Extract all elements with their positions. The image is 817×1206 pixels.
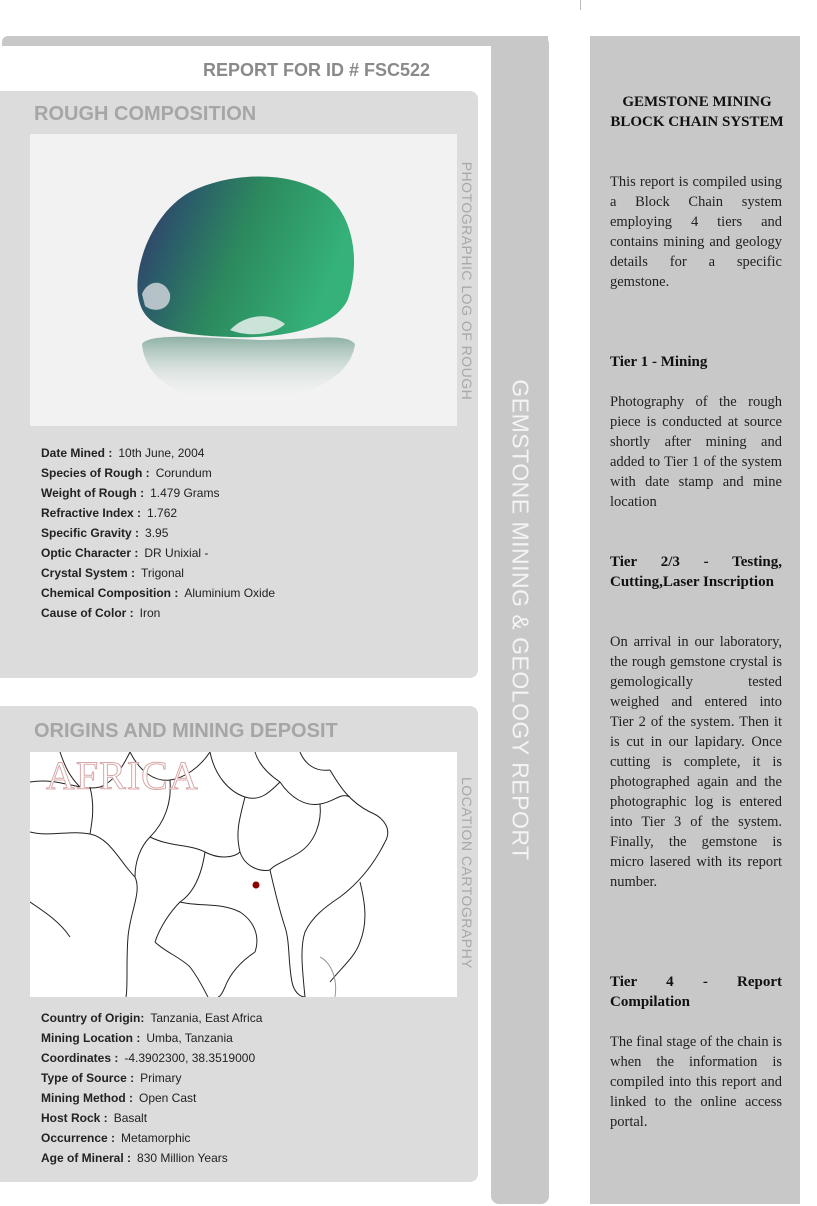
rough-photo <box>30 134 457 426</box>
sidebar-title: GEMSTONE MINING BLOCK CHAIN SYSTEM <box>610 94 784 130</box>
origins-title: ORIGINS AND MINING DEPOSIT <box>34 720 338 742</box>
tier1-heading: Tier 1 - Mining <box>610 354 708 370</box>
field-age-of-mineral: Age of Mineral : 830 Million Years <box>41 1151 228 1165</box>
field-chemical-composition: Chemical Composition : Aluminium Oxide <box>41 586 276 600</box>
field-species: Species of Rough : Corundum <box>41 466 212 480</box>
tier4-heading: Tier 4 - Report Compilation <box>610 974 782 1010</box>
field-date-mined: Date Mined : 10th June, 2004 <box>41 446 205 460</box>
rough-composition-title: ROUGH COMPOSITION <box>34 103 257 125</box>
report-id-title: REPORT FOR ID # FSC522 <box>203 60 431 80</box>
map-africa-label: AFRICA <box>46 753 199 798</box>
field-occurrence: Occurrence : Metamorphic <box>41 1131 191 1145</box>
top-divider-line <box>580 0 581 10</box>
field-mining-method: Mining Method : Open Cast <box>41 1091 197 1105</box>
tier23-text: On arrival in our laboratory, the rough gemstone crystal is gemologically tested weighed and entered into Tier 2 of the system. Then it is cut in our lapidary. Once cutting is complete, it is photographed again and the photographic log is entered into Tier 3 of the system. Finally, the gemstone is micro lasered with its report number. <box>610 634 782 890</box>
field-host-rock: Host Rock : Basalt <box>41 1111 148 1125</box>
field-country-of-origin: Country of Origin: Tanzania, East Africa <box>41 1011 263 1025</box>
gemstone-image <box>30 134 457 426</box>
blockchain-sidebar <box>590 36 800 1204</box>
field-coordinates: Coordinates : -4.3902300, 38.3519000 <box>41 1051 256 1065</box>
field-cause-of-color: Cause of Color : Iron <box>41 606 161 620</box>
field-refractive-index: Refractive Index : 1.762 <box>41 506 178 520</box>
tier1-text: Photography of the rough piece is conducted at source shortly after mining and added to Tier 1 of the system with date stamp and mine location <box>610 394 782 510</box>
origins-fields <box>41 1008 262 1168</box>
field-type-of-source: Type of Source : Primary <box>41 1071 182 1085</box>
sidebar-intro: This report is compiled using a Block Chain system employing 4 tiers and contains mining and geology details for a specific gemstone. <box>610 174 782 290</box>
field-weight: Weight of Rough : 1.479 Grams <box>41 486 220 500</box>
tier23-heading: Tier 2/3 - Testing, Cutting,Laser Inscription <box>610 554 782 590</box>
field-crystal-system: Crystal System : Trigonal <box>41 566 184 580</box>
field-specific-gravity: Specific Gravity : 3.95 <box>41 526 169 540</box>
field-optic-character: Optic Character : DR Unixial - <box>41 546 209 560</box>
field-mining-location: Mining Location : Umba, Tanzania <box>41 1031 233 1045</box>
rough-fields <box>41 443 275 623</box>
tier4-text: The final stage of the chain is when the information is compiled into this report and linked to the online access portal. <box>610 1034 782 1130</box>
header-bar <box>2 36 548 46</box>
